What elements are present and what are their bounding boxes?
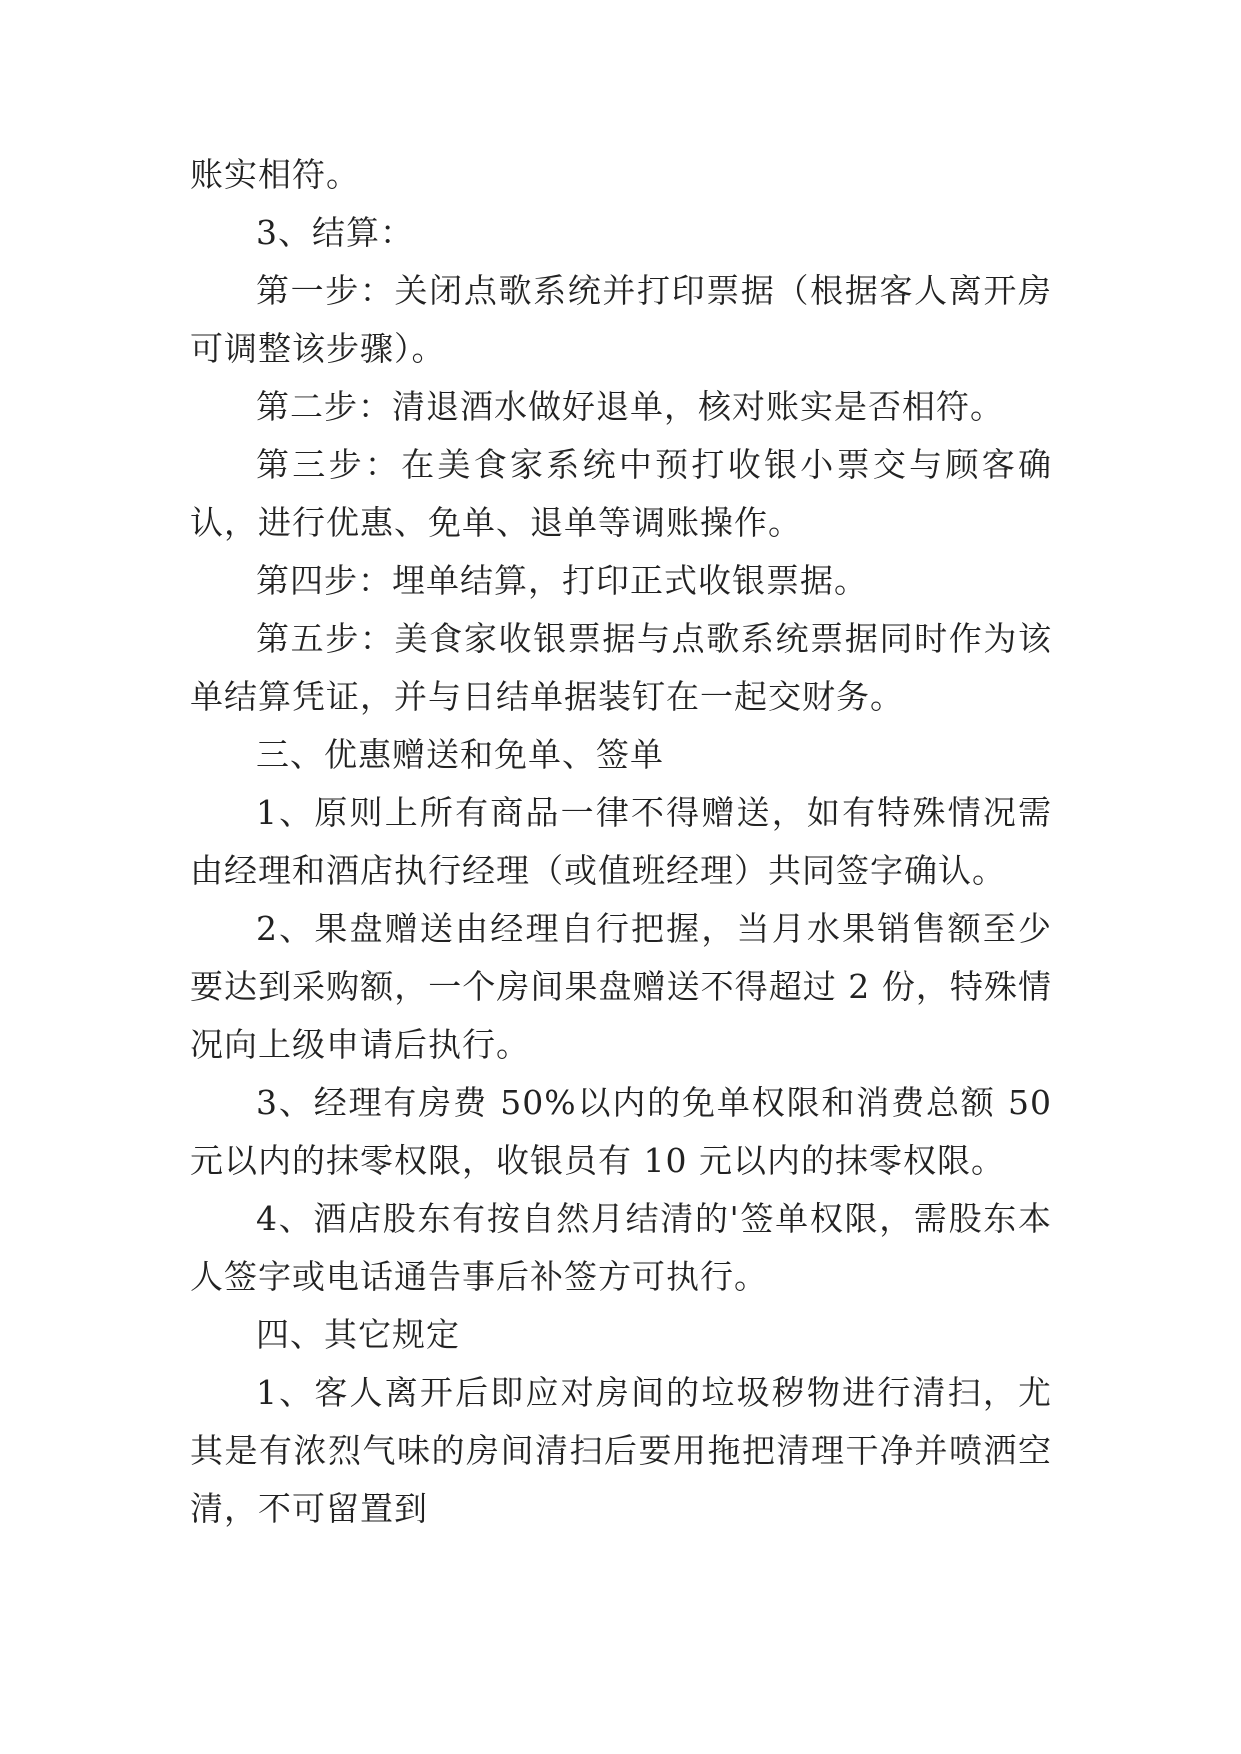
paragraph-step-2: 第二步：清退酒水做好退单，核对账实是否相符。 (256, 387, 1004, 426)
section-heading-settlement: 3、结算： (256, 213, 414, 252)
section-heading-discounts: 三、优惠赠送和免单、签单 (256, 735, 664, 774)
paragraph-rule-3: 3、经理有房费 50%以内的免单权限和消费总额 50 元以内的抹零权限，收银员有 10 元以内的抹零权限。 (190, 1083, 1052, 1180)
paragraph-step-3: 第三步：在美食家系统中预打收银小票交与顾客确认，进行优惠、免单、退单等调账操作。 (190, 445, 1052, 542)
paragraph-rule-1: 1、原则上所有商品一律不得赠送，如有特殊情况需由经理和酒店执行经理（或值班经理）共同签字确认。 (190, 793, 1052, 890)
paragraph-rule-2: 2、果盘赠送由经理自行把握，当月水果销售额至少要达到采购额，一个房间果盘赠送不得超过 2 份，特殊情况向上级申请后执行。 (190, 909, 1052, 1064)
paragraph-other-rule-1: 1、客人离开后即应对房间的垃圾秽物进行清扫，尤其是有浓烈气味的房间清扫后要用拖把清理干净并喷洒空清，不可留置到 (190, 1373, 1052, 1528)
paragraph-step-5: 第五步：美食家收银票据与点歌系统票据同时作为该单结算凭证，并与日结单据装钉在一起交财务。 (190, 619, 1052, 716)
paragraph-step-1: 第一步：关闭点歌系统并打印票据（根据客人离开房可调整该步骤）。 (190, 271, 1052, 368)
section-heading-other-rules: 四、其它规定 (256, 1315, 460, 1354)
paragraph-continuation: 账实相符。 (190, 155, 360, 194)
document-body (190, 146, 1052, 1538)
paragraph-step-4: 第四步：埋单结算，打印正式收银票据。 (256, 561, 868, 600)
paragraph-rule-4: 4、酒店股东有按自然月结清的'签单权限，需股东本人签字或电话通告事后补签方可执行。 (190, 1199, 1052, 1296)
